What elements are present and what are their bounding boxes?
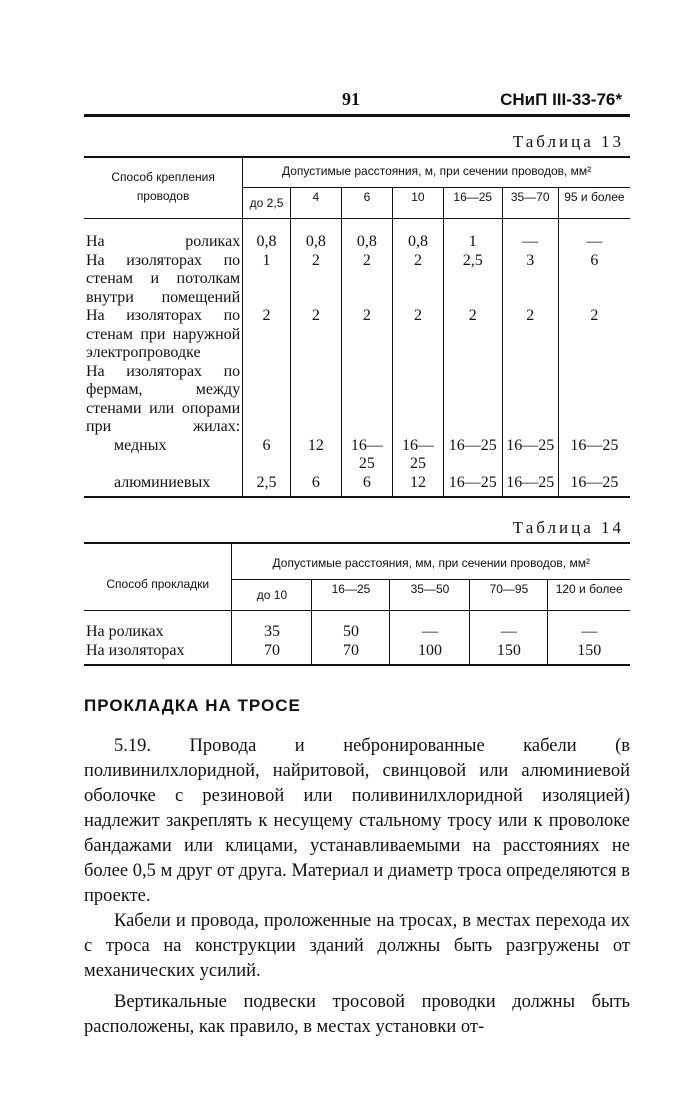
cell bbox=[243, 363, 291, 437]
table-14-col-header: до 10 bbox=[232, 579, 312, 611]
cell: 2 bbox=[392, 307, 443, 363]
section-title: ПРОКЛАДКА НА ТРОСЕ bbox=[84, 696, 301, 715]
cell: 2 bbox=[443, 307, 502, 363]
table-row bbox=[84, 437, 630, 474]
row-label: На изоляторах по стенам при наружной электропроводке bbox=[86, 307, 241, 361]
cell bbox=[341, 363, 392, 437]
page-number: 91 bbox=[342, 89, 360, 109]
cell: — bbox=[502, 219, 558, 252]
cell: 150 bbox=[548, 642, 630, 666]
table-row bbox=[84, 611, 630, 642]
table-row bbox=[84, 307, 630, 363]
cell: 2 bbox=[341, 307, 392, 363]
table-13-col0-header: Способ крепления проводов bbox=[111, 170, 215, 203]
cell: 12 bbox=[290, 437, 341, 474]
table-14-col-header: 120 и более bbox=[548, 579, 630, 611]
table-13-col-header: 16—25 bbox=[443, 187, 502, 219]
cell: 1 bbox=[443, 219, 502, 252]
cell: 0,8 bbox=[243, 219, 291, 252]
table-row bbox=[84, 642, 630, 666]
cell: 0,8 bbox=[392, 219, 443, 252]
table-13-caption: Таблица 13 bbox=[512, 132, 624, 151]
cell: 35 bbox=[232, 611, 312, 642]
cell: 2 bbox=[341, 252, 392, 308]
running-header bbox=[84, 85, 630, 115]
table-14-caption: Таблица 14 bbox=[512, 518, 624, 537]
cell: 100 bbox=[390, 642, 470, 666]
table-13-col-header: 4 bbox=[290, 187, 341, 219]
table-14-col-header: 35—50 bbox=[390, 579, 470, 611]
cell: — bbox=[548, 611, 630, 642]
cell: 2,5 bbox=[243, 474, 291, 498]
cell: 16—25 bbox=[502, 437, 558, 474]
cell: 150 bbox=[470, 642, 548, 666]
cell: 16—25 bbox=[392, 437, 443, 474]
cell bbox=[290, 363, 341, 437]
table-13-col-header: 6 bbox=[341, 187, 392, 219]
table-14-col-header: 16—25 bbox=[312, 579, 390, 611]
table-13-col-header: 35—70 bbox=[502, 187, 558, 219]
table-13-col-header: 10 bbox=[392, 187, 443, 219]
cell: — bbox=[390, 611, 470, 642]
cell: 2 bbox=[243, 307, 291, 363]
cell: 0,8 bbox=[290, 219, 341, 252]
table-row bbox=[84, 363, 630, 437]
table-14-group-header: Допустимые расстояния, мм, при сечении проводов, мм² bbox=[232, 543, 630, 579]
cell: 2 bbox=[502, 307, 558, 363]
header-rule bbox=[84, 114, 630, 117]
cell bbox=[502, 363, 558, 437]
cell: 0,8 bbox=[341, 219, 392, 252]
row-label: алюминиевых bbox=[114, 473, 211, 491]
row-label: На изоляторах bbox=[86, 641, 185, 659]
table-13-col-header: 95 и более bbox=[558, 187, 630, 219]
cell: 2 bbox=[392, 252, 443, 308]
cell: — bbox=[470, 611, 548, 642]
row-label: На роликах bbox=[86, 623, 164, 640]
cell: 3 bbox=[502, 252, 558, 308]
row-label: На изоляторах по стенам и потолкам внутри помещений bbox=[86, 251, 241, 306]
table-row bbox=[84, 474, 630, 498]
cell: 1 bbox=[243, 252, 291, 308]
table-14-col0-header: Способ прокладки bbox=[106, 576, 210, 591]
cell: 6 bbox=[243, 437, 291, 474]
cell: 12 bbox=[392, 474, 443, 498]
cell: 2 bbox=[558, 307, 630, 363]
table-13 bbox=[84, 156, 630, 498]
table-row bbox=[84, 219, 630, 252]
table-14-col-header: 70—95 bbox=[470, 579, 548, 611]
cell: 16—25 bbox=[443, 474, 502, 498]
cell: 70 bbox=[232, 642, 312, 666]
row-label: На изоляторах по фермам, между стенами или опорами при жилах: bbox=[86, 362, 241, 435]
cell: 6 bbox=[558, 252, 630, 308]
cell: 16—25 bbox=[502, 474, 558, 498]
cell: 6 bbox=[290, 474, 341, 498]
cell bbox=[443, 363, 502, 437]
cell: 2 bbox=[290, 252, 341, 308]
cell bbox=[392, 363, 443, 437]
table-row bbox=[84, 252, 630, 308]
cell: 16—25 bbox=[443, 437, 502, 474]
cell: 16—25 bbox=[558, 437, 630, 474]
table-14 bbox=[84, 542, 630, 666]
paragraph: 5.19. Провода и небронированные кабели (в поливинилхлоридной, найритовой, свинцовой или алюминиевой оболочке с резиновой или поливинилхлоридной изоляцией) надлежит закреплять к несущему стальному тросу или к проволоке бандажами или клицами, устанавливаемыми на расстояниях не более 0,5 м друг от друга. Материал и диаметр троса определяются в проекте. bbox=[84, 736, 630, 906]
table-13-group-header: Допустимые расстояния, м, при сечении проводов, мм² bbox=[243, 157, 630, 187]
cell: 6 bbox=[341, 474, 392, 498]
page bbox=[84, 85, 630, 1040]
table-13-col-header: до 2,5 bbox=[243, 187, 291, 219]
cell bbox=[558, 363, 630, 437]
row-label: медных bbox=[114, 436, 167, 454]
document-code: СНиП III-33-76* bbox=[500, 90, 622, 109]
cell: 50 bbox=[312, 611, 390, 642]
paragraph: Вертикальные подвески тросовой проводки должны быть расположены, как правило, в местах установки от- bbox=[84, 992, 630, 1037]
cell: 2 bbox=[290, 307, 341, 363]
cell: 16—25 bbox=[341, 437, 392, 474]
cell: — bbox=[558, 219, 630, 252]
paragraph: Кабели и провода, проложенные на тросах, в местах перехода их с троса на конструкции зданий должны быть разгружены от механических усилий. bbox=[84, 911, 630, 981]
cell: 70 bbox=[312, 642, 390, 666]
cell: 16—25 bbox=[558, 474, 630, 498]
row-label: На роликах bbox=[86, 233, 241, 250]
cell: 2,5 bbox=[443, 252, 502, 308]
